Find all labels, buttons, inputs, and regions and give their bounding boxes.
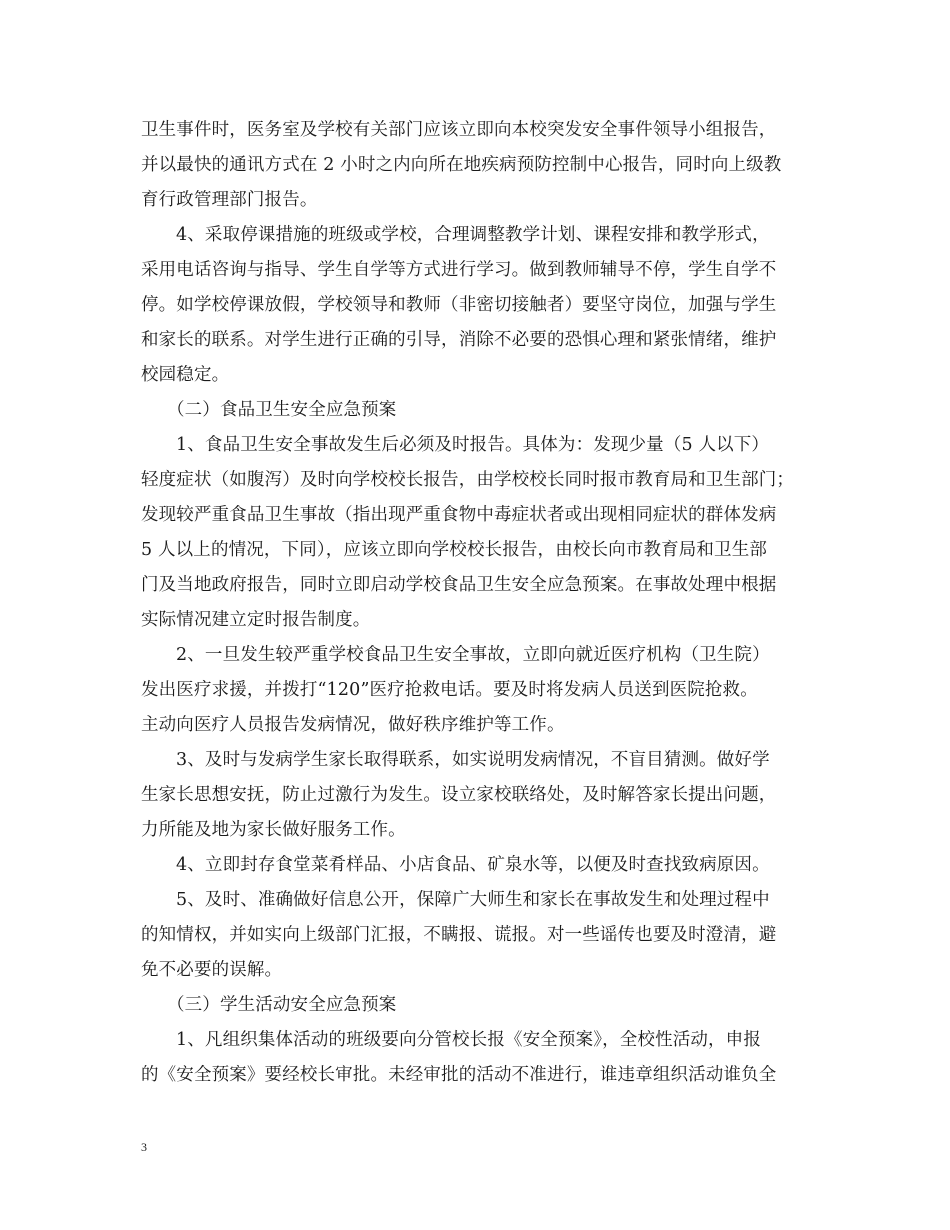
text-line: 实际情况建立定时报告制度。 — [141, 610, 371, 630]
paragraph-start-line: 4、采取停课措施的班级或学校，合理调整教学计划、课程安排和教学形式， — [176, 225, 770, 245]
text-line: 5 人以上的情况，下同），应该立即向学校校长报告，由校长向市教育局和卫生部 — [141, 540, 767, 560]
page-number: 3 — [141, 1140, 147, 1154]
text-line: 的知情权，并如实向上级部门汇报，不瞒报、谎报。对一些谣传也要及时澄清，避 — [141, 925, 777, 945]
text-line: 停。如学校停课放假，学校领导和教师（非密切接触者）要坚守岗位，加强与学生 — [141, 295, 777, 315]
section-heading: （三）学生活动安全应急预案 — [167, 995, 397, 1015]
text-line: 门及当地政府报告，同时立即启动学校食品卫生安全应急预案。在事故处理中根据 — [141, 575, 777, 595]
text-line: 的《安全预案》要经校长审批。未经审批的活动不准进行，谁违章组织活动谁负全 — [141, 1065, 777, 1085]
text-line: 力所能及地为家长做好服务工作。 — [141, 820, 406, 840]
paragraph-start-line: 3、及时与发病学生家长取得联系，如实说明发病情况，不盲目猜测。做好学 — [176, 750, 770, 770]
paragraph-start-line: 4、立即封存食堂菜肴样品、小店食品、矿泉水等，以便及时查找致病原因。 — [176, 855, 770, 875]
paragraph-start-line: 1、凡组织集体活动的班级要向分管校长报《安全预案》，全校性活动，申报 — [176, 1030, 761, 1050]
text-line: 和家长的联系。对学生进行正确的引导，消除不必要的恐惧心理和紧张情绪，维护 — [141, 330, 777, 350]
text-line: 轻度症状（如腹泻）及时向学校校长报告，由学校校长同时报市教育局和卫生部门； — [141, 470, 795, 490]
text-line: 免不必要的误解。 — [141, 960, 283, 980]
text-line: 并以最快的通讯方式在 2 小时之内向所在地疾病预防控制中心报告，同时向上级教 — [141, 155, 782, 175]
text-line: 育行政管理部门报告。 — [141, 190, 318, 210]
paragraph-start-line: 5、及时、准确做好信息公开，保障广大师生和家长在事故发生和处理过程中 — [176, 890, 770, 910]
text-line: 主动向医疗人员报告发病情况，做好秩序维护等工作。 — [141, 715, 565, 735]
text-line: 发出医疗求援，并拨打“120”医疗抢救电话。要及时将发病人员送到医院抢救。 — [141, 680, 758, 700]
text-line: 卫生事件时，医务室及学校有关部门应该立即向本校突发安全事件领导小组报告， — [141, 120, 777, 140]
document-body — [141, 113, 821, 1093]
text-line: 生家长思想安抚，防止过激行为发生。设立家校联络处，及时解答家长提出问题， — [141, 785, 777, 805]
paragraph-start-line: 1、食品卫生安全事故发生后必须及时报告。具体为：发现少量（5 人以下） — [176, 435, 770, 455]
text-line: 校园稳定。 — [141, 365, 230, 385]
text-line: 发现较严重食品卫生事故（指出现严重食物中毒症状者或出现相同症状的群体发病 — [141, 505, 777, 525]
section-heading: （二）食品卫生安全应急预案 — [167, 400, 397, 420]
text-line: 采用电话咨询与指导、学生自学等方式进行学习。做到教师辅导不停，学生自学不 — [141, 260, 777, 280]
paragraph-start-line: 2、一旦发生较严重学校食品卫生安全事故，立即向就近医疗机构（卫生院） — [176, 645, 770, 665]
